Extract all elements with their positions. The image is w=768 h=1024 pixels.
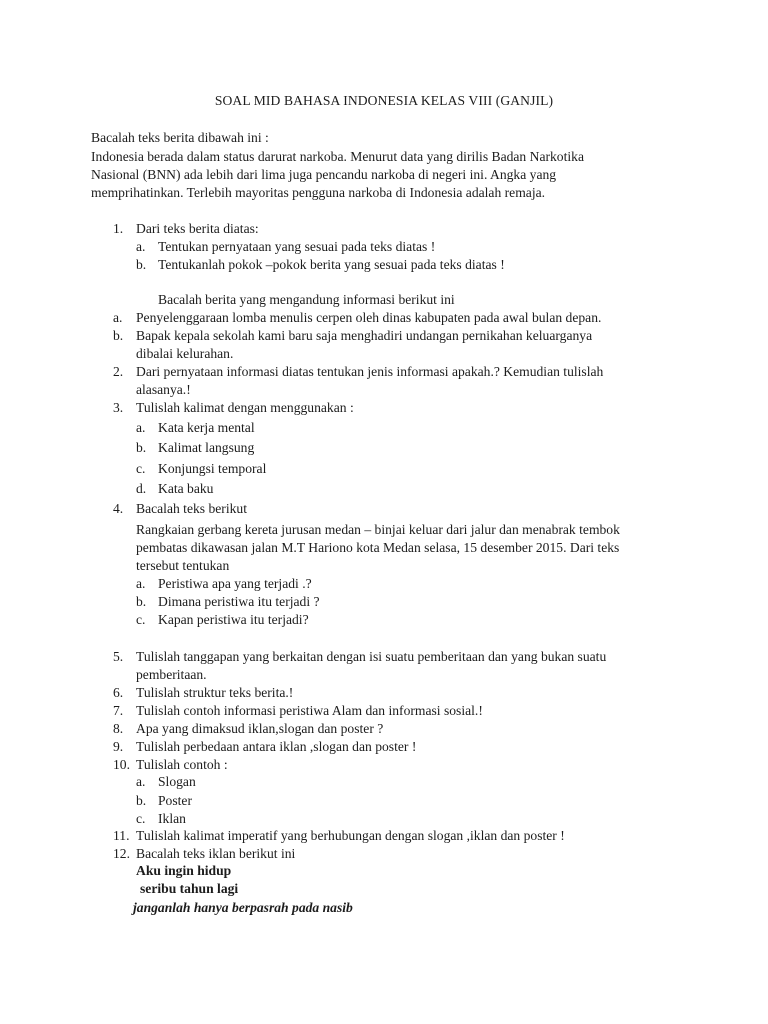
item-text: Tentukanlah pokok –pokok berita yang sesuai pada teks diatas ! — [158, 257, 505, 272]
question-number: 10. — [113, 757, 130, 772]
question-text: Tulislah contoh informasi peristiwa Alam dan informasi sosial.! — [136, 703, 483, 718]
question-text: Dari pernyataan informasi diatas tentukan jenis informasi apakah.? Kemudian tulislah — [136, 364, 604, 379]
question-text: Tulislah contoh : — [136, 757, 228, 772]
question-text: Tulislah perbedaan antara iklan ,slogan dan poster ! — [136, 739, 417, 754]
question-number: 3. — [113, 400, 124, 415]
item-marker: b. — [136, 257, 147, 272]
item-marker: c. — [136, 811, 146, 826]
item-text: Kalimat langsung — [158, 440, 255, 455]
item-marker: a. — [136, 239, 146, 254]
question-number: 5. — [113, 649, 124, 664]
item-text: Poster — [158, 793, 192, 808]
question-number: 1. — [113, 221, 124, 236]
item-marker: b. — [136, 594, 147, 609]
item-text: Tentukan pernyataan yang sesuai pada teks diatas ! — [158, 239, 436, 254]
item-text: Penyelenggaraan lomba menulis cerpen oleh dinas kabupaten pada awal bulan depan. — [136, 310, 602, 325]
question-number: 6. — [113, 685, 124, 700]
item-marker: b. — [136, 793, 147, 808]
item-marker: c. — [136, 612, 146, 627]
intro-line: Nasional (BNN) ada lebih dari lima juga pencandu narkoba di negeri ini. Angka yang — [91, 167, 557, 182]
item-marker: a. — [136, 774, 146, 789]
item-text: Kapan peristiwa itu terjadi? — [158, 612, 309, 627]
question-text: pemberitaan. — [136, 667, 207, 682]
item-text: Dimana peristiwa itu terjadi ? — [158, 594, 320, 609]
item-text: Kata kerja mental — [158, 420, 255, 435]
item-marker: a. — [136, 420, 146, 435]
question-text: Bacalah teks berikut — [136, 501, 247, 516]
intro-line: Indonesia berada dalam status darurat narkoba. Menurut data yang dirilis Badan Narkotika — [91, 149, 584, 164]
question-text: Tulislah struktur teks berita.! — [136, 685, 294, 700]
item-text: dibalai kelurahan. — [136, 346, 234, 361]
question-number: 9. — [113, 739, 124, 754]
item-text: Iklan — [158, 811, 186, 826]
item-text: Kata baku — [158, 481, 214, 496]
question-text: Tulislah kalimat dengan menggunakan : — [136, 400, 354, 415]
question-text: Apa yang dimaksud iklan,slogan dan poster ? — [136, 721, 384, 736]
item-marker: a. — [136, 576, 146, 591]
item-marker: b. — [113, 328, 124, 343]
section-heading: Bacalah berita yang mengandung informasi berikut ini — [158, 292, 455, 307]
item-text: Slogan — [158, 774, 196, 789]
question-text: Tulislah kalimat imperatif yang berhubungan dengan slogan ,iklan dan poster ! — [136, 828, 565, 843]
ad-text-line: janganlah hanya berpasrah pada nasib — [133, 900, 353, 915]
item-marker: c. — [136, 461, 146, 476]
item-marker: d. — [136, 481, 147, 496]
passage-line: pembatas dikawasan jalan M.T Hariono kota Medan selasa, 15 desember 2015. Dari teks — [136, 540, 620, 555]
question-number: 12. — [113, 846, 130, 861]
question-number: 8. — [113, 721, 124, 736]
item-text: Bapak kepala sekolah kami baru saja menghadiri undangan pernikahan keluarganya — [136, 328, 593, 343]
question-text: Dari teks berita diatas: — [136, 221, 259, 236]
intro-line: memprihatinkan. Terlebih mayoritas pengguna narkoba di Indonesia adalah remaja. — [91, 185, 546, 200]
passage-line: Rangkaian gerbang kereta jurusan medan – binjai keluar dari jalur dan menabrak tembok — [136, 522, 620, 537]
item-marker: b. — [136, 440, 147, 455]
page-title: SOAL MID BAHASA INDONESIA KELAS VIII (GANJIL) — [214, 93, 554, 108]
question-number: 11. — [113, 828, 130, 843]
ad-text-line: Aku ingin hidup — [136, 863, 232, 878]
question-text: Tulislah tanggapan yang berkaitan dengan isi suatu pemberitaan dan yang bukan suatu — [136, 649, 607, 664]
question-number: 2. — [113, 364, 124, 379]
item-marker: a. — [113, 310, 123, 325]
question-text: Bacalah teks iklan berikut ini — [136, 846, 296, 861]
question-number: 7. — [113, 703, 124, 718]
item-text: Peristiwa apa yang terjadi .? — [158, 576, 312, 591]
question-text: alasanya.! — [136, 382, 191, 397]
ad-text-line: seribu tahun lagi — [140, 881, 239, 896]
passage-line: tersebut tentukan — [136, 558, 230, 573]
intro-instruction: Bacalah teks berita dibawah ini : — [91, 130, 269, 145]
question-number: 4. — [113, 501, 124, 516]
item-text: Konjungsi temporal — [158, 461, 267, 476]
